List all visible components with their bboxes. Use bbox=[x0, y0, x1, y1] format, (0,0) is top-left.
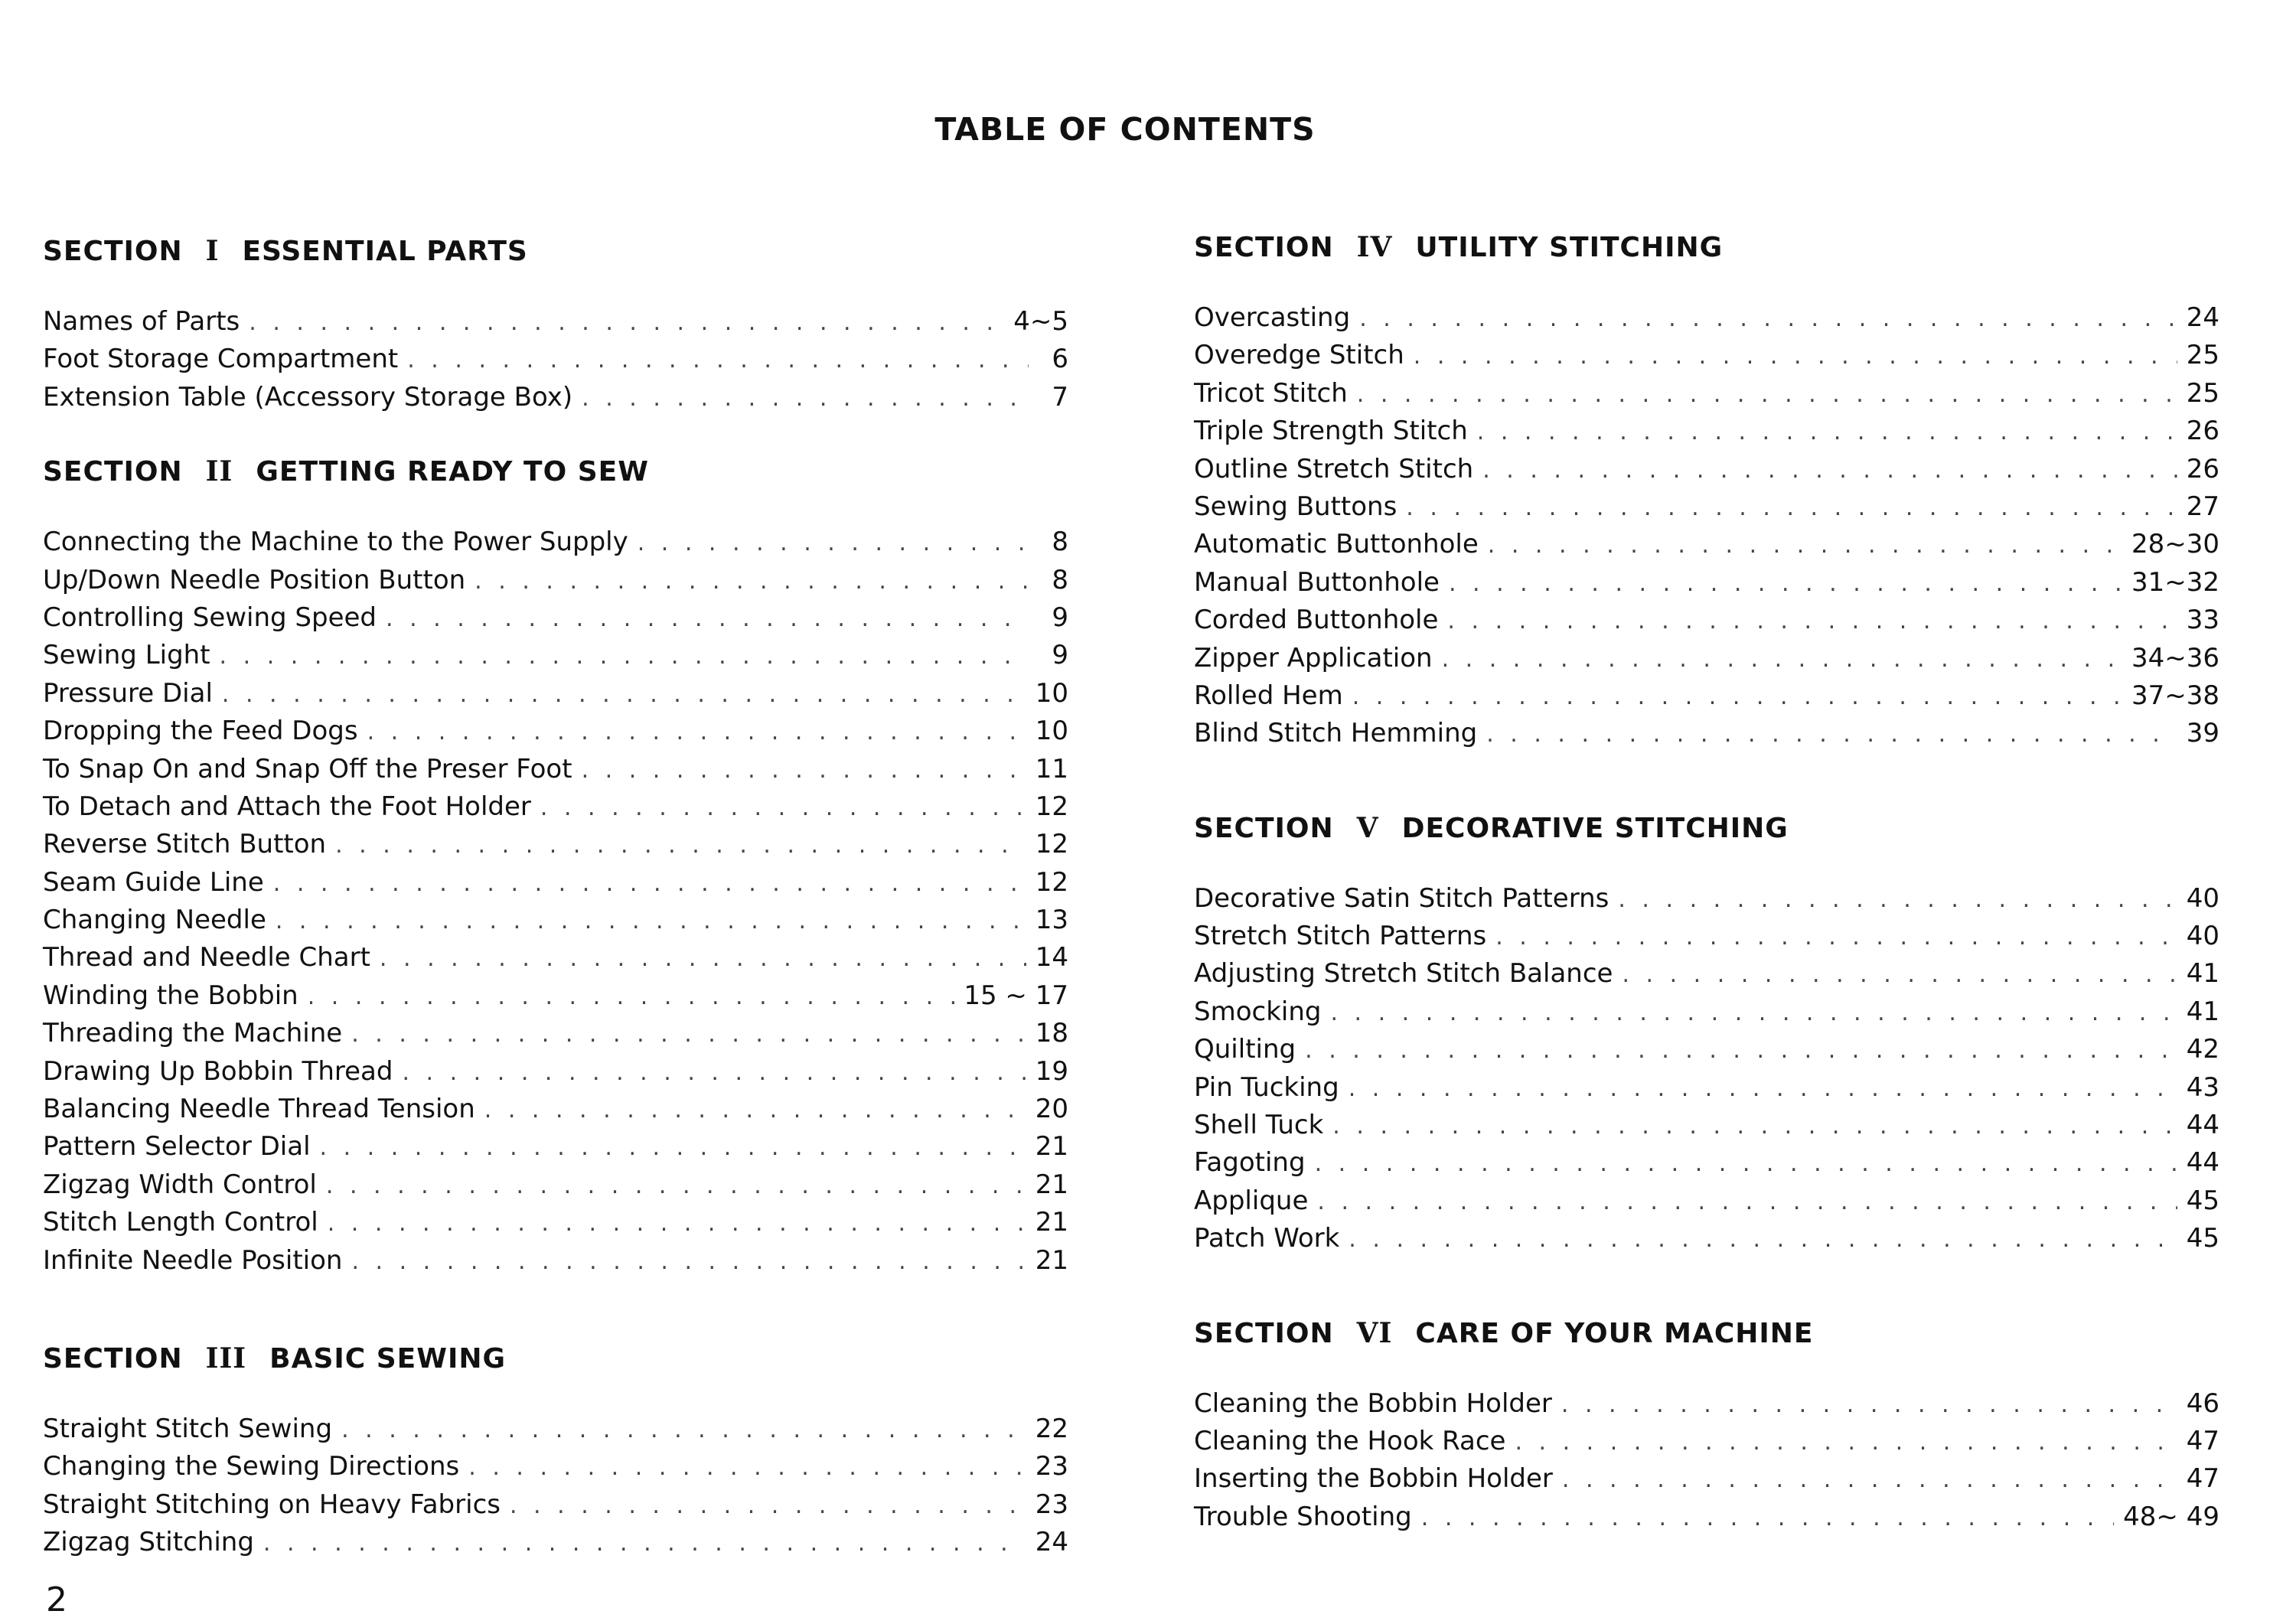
dot-leader bbox=[1486, 716, 2177, 753]
section-numeral: IV bbox=[1356, 231, 1393, 263]
toc-section bbox=[1194, 226, 2219, 753]
dot-leader bbox=[402, 1054, 1026, 1091]
toc-entry-page: 44 bbox=[2186, 1110, 2219, 1141]
toc-entry-page: 10 bbox=[1035, 677, 1068, 709]
toc-entry bbox=[43, 1448, 1068, 1485]
dot-leader bbox=[540, 789, 1026, 827]
toc-entry-page: 4~5 bbox=[1013, 306, 1068, 337]
toc-entry-title: Straight Stitching on Heavy Fabrics bbox=[43, 1489, 501, 1520]
section-name: BASIC SEWING bbox=[269, 1342, 507, 1375]
toc-entry bbox=[43, 599, 1068, 637]
toc-entry-page: 46 bbox=[2186, 1388, 2219, 1419]
toc-entry-title: Controlling Sewing Speed bbox=[43, 602, 377, 633]
toc-entry bbox=[1194, 488, 2219, 526]
toc-entry-title: Zigzag Stitching bbox=[43, 1527, 254, 1558]
dot-leader bbox=[484, 1091, 1026, 1129]
toc-entry-page: 23 bbox=[1035, 1489, 1068, 1520]
dot-leader bbox=[1406, 489, 2177, 527]
section-label: SECTION bbox=[1194, 812, 1334, 844]
toc-entry-page: 14 bbox=[1035, 942, 1068, 973]
dot-leader bbox=[1315, 1145, 2177, 1182]
dot-leader bbox=[468, 1449, 1026, 1486]
dot-leader bbox=[1449, 565, 2122, 602]
toc-entry-title: Winding the Bobbin bbox=[43, 980, 298, 1011]
toc-entry bbox=[43, 303, 1068, 341]
section-name: GETTING READY TO SEW bbox=[256, 456, 649, 488]
toc-entry bbox=[43, 902, 1068, 939]
section-label: SECTION bbox=[43, 1342, 183, 1375]
toc-entry bbox=[43, 939, 1068, 977]
dot-leader bbox=[320, 1129, 1026, 1166]
toc-entry bbox=[43, 1015, 1068, 1052]
toc-entry-title: To Snap On and Snap Off the Preser Foot bbox=[43, 753, 572, 784]
dot-leader bbox=[1495, 918, 2177, 956]
toc-entry bbox=[1194, 715, 2219, 752]
toc-section bbox=[43, 1337, 1068, 1562]
toc-entry-page: 41 bbox=[2186, 958, 2219, 990]
toc-entry-title: Automatic Buttonhole bbox=[1194, 529, 1479, 560]
toc-entry-page: 37~38 bbox=[2131, 680, 2219, 711]
toc-entry-title: Overcasting bbox=[1194, 302, 1351, 333]
toc-entry bbox=[1194, 640, 2219, 677]
toc-entry bbox=[1194, 413, 2219, 450]
section-label: SECTION bbox=[43, 456, 183, 488]
dot-leader bbox=[1332, 1107, 2177, 1145]
toc-entry-page: 8 bbox=[1052, 564, 1068, 595]
toc-entry-title: Overedge Stitch bbox=[1194, 340, 1404, 371]
dot-leader bbox=[475, 563, 1029, 600]
toc-entry bbox=[43, 341, 1068, 378]
toc-entry bbox=[1194, 880, 2219, 918]
dot-leader bbox=[1442, 641, 2122, 678]
toc-entry-page: 39 bbox=[2186, 718, 2219, 749]
dot-leader bbox=[1561, 1386, 2177, 1423]
toc-entry bbox=[43, 1486, 1068, 1524]
toc-entry-title: Cleaning the Bobbin Holder bbox=[1194, 1388, 1552, 1419]
toc-entry bbox=[1194, 526, 2219, 563]
dot-leader bbox=[407, 341, 1029, 379]
toc-entry bbox=[43, 1091, 1068, 1128]
toc-entry bbox=[43, 1242, 1068, 1280]
toc-entry-page: 40 bbox=[2186, 921, 2219, 952]
right-column bbox=[1194, 226, 2219, 1536]
toc-entry-page: 8 bbox=[1052, 527, 1068, 558]
toc-entry-list bbox=[43, 303, 1068, 416]
toc-entry-title: Quilting bbox=[1194, 1034, 1296, 1065]
dot-leader bbox=[1618, 881, 2177, 918]
dot-leader bbox=[1330, 994, 2177, 1032]
toc-entry bbox=[1194, 1144, 2219, 1182]
toc-entry-title: Changing the Sewing Directions bbox=[43, 1451, 460, 1482]
toc-entry-list bbox=[43, 523, 1068, 1280]
toc-entry-title: Thread and Needle Chart bbox=[43, 942, 370, 973]
toc-entry-page: 9 bbox=[1052, 640, 1068, 671]
toc-entry-title: Outline Stretch Stitch bbox=[1194, 453, 1474, 484]
section-heading bbox=[1194, 807, 2219, 850]
left-column bbox=[43, 230, 1068, 1562]
toc-entry-page: 28~30 bbox=[2131, 529, 2219, 560]
toc-entry-title: Rolled Hem bbox=[1194, 680, 1343, 711]
toc-entry-page: 21 bbox=[1035, 1244, 1068, 1276]
toc-entry bbox=[43, 751, 1068, 788]
toc-entry bbox=[43, 1166, 1068, 1204]
dot-leader bbox=[1477, 413, 2177, 451]
toc-entry-title: Pin Tucking bbox=[1194, 1071, 1339, 1103]
toc-entry-page: 44 bbox=[2186, 1147, 2219, 1179]
toc-entry-page: 26 bbox=[2186, 453, 2219, 484]
toc-entry bbox=[1194, 602, 2219, 639]
toc-entry-title: Trouble Shooting bbox=[1194, 1501, 1412, 1532]
toc-entry bbox=[43, 864, 1068, 902]
dot-leader bbox=[1349, 1070, 2177, 1107]
section-heading bbox=[43, 1337, 1068, 1380]
toc-entry-title: Threading the Machine bbox=[43, 1018, 343, 1049]
section-numeral: II bbox=[205, 455, 233, 488]
section-numeral: I bbox=[205, 235, 220, 267]
toc-entry-title: Pressure Dial bbox=[43, 677, 213, 709]
toc-entry bbox=[1194, 1107, 2219, 1144]
toc-entry-page: 43 bbox=[2186, 1071, 2219, 1103]
toc-entry-title: Seam Guide Line bbox=[43, 866, 264, 898]
toc-entry-title: Connecting the Machine to the Power Supply bbox=[43, 527, 628, 558]
toc-entry-page: 45 bbox=[2186, 1223, 2219, 1254]
toc-entry bbox=[43, 523, 1068, 561]
toc-entry bbox=[43, 713, 1068, 750]
toc-entry bbox=[1194, 375, 2219, 413]
toc-entry-page: 23 bbox=[1035, 1451, 1068, 1482]
toc-entry-page: 41 bbox=[2186, 996, 2219, 1027]
dot-leader bbox=[386, 600, 1029, 638]
dot-leader bbox=[351, 1243, 1026, 1280]
toc-entry bbox=[43, 1128, 1068, 1166]
dot-leader bbox=[367, 713, 1026, 751]
toc-entry bbox=[43, 562, 1068, 599]
toc-entry bbox=[43, 637, 1068, 674]
toc-entry-list bbox=[1194, 1385, 2219, 1537]
toc-entry-title: Dropping the Feed Dogs bbox=[43, 716, 358, 747]
toc-entry bbox=[1194, 1423, 2219, 1460]
section-label: SECTION bbox=[1194, 1317, 1334, 1349]
dot-leader bbox=[326, 1167, 1026, 1205]
dot-leader bbox=[582, 380, 1029, 417]
toc-entry-page: 10 bbox=[1035, 716, 1068, 747]
toc-entry bbox=[43, 675, 1068, 713]
dot-leader bbox=[1515, 1423, 2177, 1461]
dot-leader bbox=[276, 902, 1026, 940]
toc-entry-title: Up/Down Needle Position Button bbox=[43, 564, 466, 595]
toc-section bbox=[1194, 807, 2219, 1258]
dot-leader bbox=[263, 1525, 1026, 1562]
section-numeral: III bbox=[205, 1342, 247, 1375]
section-label: SECTION bbox=[1194, 232, 1334, 263]
toc-entry-title: Manual Buttonhole bbox=[1194, 566, 1440, 598]
toc-entry bbox=[1194, 918, 2219, 955]
toc-entry bbox=[43, 826, 1068, 863]
toc-entry bbox=[1194, 1031, 2219, 1068]
toc-entry-title: Changing Needle bbox=[43, 905, 266, 936]
toc-entry-title: Sewing Light bbox=[43, 640, 210, 671]
toc-entry-page: 6 bbox=[1052, 344, 1068, 375]
dot-leader bbox=[1357, 376, 2177, 413]
dot-leader bbox=[638, 524, 1029, 562]
toc-entry bbox=[1194, 451, 2219, 488]
toc-entry bbox=[1194, 677, 2219, 715]
section-numeral: VI bbox=[1356, 1316, 1393, 1349]
toc-entry-page: 7 bbox=[1052, 381, 1068, 413]
toc-entry bbox=[1194, 1069, 2219, 1107]
toc-entry-title: Applique bbox=[1194, 1185, 1309, 1216]
toc-entry-list bbox=[1194, 880, 2219, 1258]
toc-entry-title: Infinite Needle Position bbox=[43, 1244, 343, 1276]
toc-entry-page: 34~36 bbox=[2131, 642, 2219, 673]
toc-entry-title: Adjusting Stretch Stitch Balance bbox=[1194, 958, 1613, 990]
dot-leader bbox=[1488, 527, 2122, 564]
toc-entry bbox=[43, 379, 1068, 416]
dot-leader bbox=[1349, 1221, 2177, 1258]
toc-entry bbox=[1194, 1498, 2219, 1536]
toc-entry-page: 12 bbox=[1035, 791, 1068, 822]
toc-entry-page: 21 bbox=[1035, 1131, 1068, 1163]
toc-entry-title: Corded Buttonhole bbox=[1194, 605, 1439, 636]
page-number: 2 bbox=[46, 1580, 67, 1619]
toc-entry-page: 40 bbox=[2186, 882, 2219, 914]
section-name: UTILITY STITCHING bbox=[1415, 232, 1724, 263]
toc-entry-title: Decorative Satin Stitch Patterns bbox=[1194, 882, 1609, 914]
toc-entry bbox=[1194, 1182, 2219, 1220]
dot-leader bbox=[1305, 1032, 2177, 1069]
toc-entry-title: Pattern Selector Dial bbox=[43, 1131, 311, 1163]
section-name: ESSENTIAL PARTS bbox=[242, 236, 528, 267]
toc-entry-title: Sewing Buttons bbox=[1194, 491, 1397, 522]
toc-entry-page: 12 bbox=[1035, 866, 1068, 898]
dot-leader bbox=[1414, 338, 2177, 375]
toc-entry-title: Stretch Stitch Patterns bbox=[1194, 921, 1487, 952]
dot-leader bbox=[341, 1411, 1026, 1449]
toc-entry-title: Shell Tuck bbox=[1194, 1110, 1324, 1141]
toc-entry bbox=[1194, 955, 2219, 993]
toc-entry-title: Zipper Application bbox=[1194, 642, 1433, 673]
dot-leader bbox=[335, 827, 1026, 864]
section-name: DECORATIVE STITCHING bbox=[1401, 812, 1789, 844]
toc-entry bbox=[43, 1410, 1068, 1448]
toc-entry-page: 25 bbox=[2186, 340, 2219, 371]
toc-entry-title: Drawing Up Bobbin Thread bbox=[43, 1055, 393, 1087]
dot-leader bbox=[510, 1487, 1026, 1525]
toc-entry-page: 24 bbox=[2186, 302, 2219, 333]
dot-leader bbox=[273, 865, 1026, 902]
toc-entry-page: 13 bbox=[1035, 905, 1068, 936]
section-heading bbox=[1194, 1312, 2219, 1355]
toc-entry-page: 21 bbox=[1035, 1169, 1068, 1200]
toc-entry-title: Balancing Needle Thread Tension bbox=[43, 1094, 475, 1125]
dot-leader bbox=[249, 304, 1004, 341]
toc-entry bbox=[43, 1053, 1068, 1091]
toc-entry-page: 12 bbox=[1035, 829, 1068, 860]
dot-leader bbox=[1562, 1461, 2177, 1498]
dot-leader bbox=[1421, 1499, 2114, 1537]
toc-entry bbox=[1194, 337, 2219, 374]
toc-entry bbox=[1194, 299, 2219, 337]
toc-entry-title: Stitch Length Control bbox=[43, 1207, 318, 1238]
dot-leader bbox=[1352, 678, 2122, 716]
section-name: CARE OF YOUR MACHINE bbox=[1415, 1317, 1814, 1349]
toc-entry-title: Blind Stitch Hemming bbox=[1194, 718, 1478, 749]
dot-leader bbox=[1359, 300, 2177, 338]
dot-leader bbox=[1317, 1183, 2177, 1221]
section-heading bbox=[43, 450, 1068, 493]
toc-entry-title: Cleaning the Hook Race bbox=[1194, 1425, 1506, 1456]
dot-leader bbox=[328, 1205, 1026, 1242]
dot-leader bbox=[1482, 452, 2177, 489]
toc-entry bbox=[43, 788, 1068, 826]
section-numeral: V bbox=[1356, 811, 1379, 844]
toc-entry-title: Extension Table (Accessory Storage Box) bbox=[43, 381, 573, 413]
dot-leader bbox=[351, 1016, 1026, 1053]
toc-section bbox=[1194, 1312, 2219, 1537]
dot-leader bbox=[222, 676, 1026, 713]
toc-entry-page: 21 bbox=[1035, 1207, 1068, 1238]
section-label: SECTION bbox=[43, 236, 183, 267]
toc-entry-title: Names of Parts bbox=[43, 306, 240, 337]
toc-entry-page: 47 bbox=[2186, 1463, 2219, 1495]
section-heading bbox=[43, 230, 1068, 272]
dot-leader bbox=[308, 978, 955, 1016]
toc-entry-title: Patch Work bbox=[1194, 1223, 1340, 1254]
toc-entry-page: 31~32 bbox=[2131, 566, 2219, 598]
toc-entry-page: 15 ~ 17 bbox=[964, 980, 1068, 1011]
toc-entry bbox=[43, 1524, 1068, 1561]
dot-leader bbox=[1622, 956, 2177, 993]
toc-entry-page: 18 bbox=[1035, 1018, 1068, 1049]
dot-leader bbox=[582, 752, 1026, 789]
toc-entry-list bbox=[1194, 299, 2219, 753]
toc-entry bbox=[43, 1204, 1068, 1241]
toc-entry-page: 22 bbox=[1035, 1413, 1068, 1444]
toc-entry-page: 9 bbox=[1052, 602, 1068, 633]
toc-entry-title: Fagoting bbox=[1194, 1147, 1306, 1179]
toc-entry-page: 45 bbox=[2186, 1185, 2219, 1216]
toc-entry-title: To Detach and Attach the Foot Holder bbox=[43, 791, 531, 822]
toc-entry-page: 42 bbox=[2186, 1034, 2219, 1065]
toc-entry-page: 19 bbox=[1035, 1055, 1068, 1087]
toc-entry-title: Inserting the Bobbin Holder bbox=[1194, 1463, 1553, 1495]
toc-entry-title: Reverse Stitch Button bbox=[43, 829, 327, 860]
toc-entry-title: Smocking bbox=[1194, 996, 1322, 1027]
toc-entry-page: 47 bbox=[2186, 1425, 2219, 1456]
toc-entry bbox=[1194, 1460, 2219, 1498]
toc-section bbox=[43, 230, 1068, 416]
toc-entry-title: Straight Stitch Sewing bbox=[43, 1413, 333, 1444]
toc-entry-page: 24 bbox=[1035, 1527, 1068, 1558]
toc-entry-page: 27 bbox=[2186, 491, 2219, 522]
toc-entry-page: 11 bbox=[1035, 753, 1068, 784]
toc-entry-page: 48~ 49 bbox=[2123, 1501, 2219, 1532]
dot-leader bbox=[220, 638, 1029, 675]
toc-entry bbox=[1194, 993, 2219, 1031]
toc-entry bbox=[1194, 564, 2219, 602]
toc-entry-page: 20 bbox=[1035, 1094, 1068, 1125]
toc-entry-title: Tricot Stitch bbox=[1194, 377, 1348, 409]
dot-leader bbox=[380, 940, 1026, 977]
toc-entry bbox=[1194, 1220, 2219, 1257]
page-title: TABLE OF CONTENTS bbox=[934, 111, 1316, 148]
toc-entry-page: 33 bbox=[2186, 605, 2219, 636]
toc-section bbox=[43, 450, 1068, 1280]
toc-entry-page: 25 bbox=[2186, 377, 2219, 409]
toc-entry-page: 26 bbox=[2186, 416, 2219, 447]
toc-entry-title: Zigzag Width Control bbox=[43, 1169, 317, 1200]
dot-leader bbox=[1447, 602, 2177, 640]
toc-entry-list bbox=[43, 1410, 1068, 1562]
toc-entry-title: Foot Storage Compartment bbox=[43, 344, 399, 375]
toc-entry bbox=[1194, 1385, 2219, 1423]
toc-entry bbox=[43, 977, 1068, 1015]
section-heading bbox=[1194, 226, 2219, 269]
toc-entry-title: Triple Strength Stitch bbox=[1194, 416, 1468, 447]
